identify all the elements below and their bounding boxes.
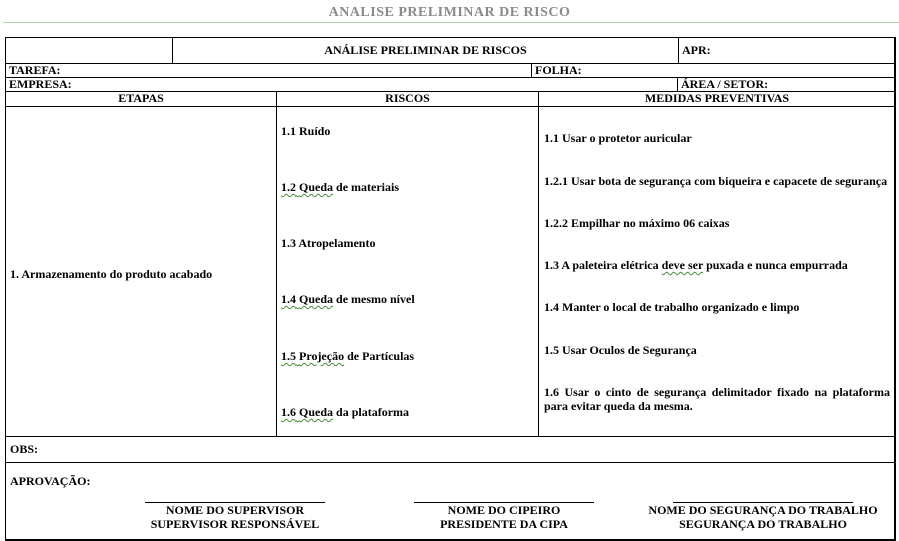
medida-item: 1.2.2 Empilhar no máximo 06 caixas	[544, 216, 730, 230]
seguranca-role: SEGURANÇA DO TRABALHO	[679, 517, 847, 531]
medida-text: 1.3 A paleteira elétrica	[544, 258, 659, 272]
area-cell	[677, 77, 896, 92]
medida-item: 1.5 Usar Oculos de Segurança	[544, 343, 697, 357]
risco-item	[281, 124, 330, 138]
medida-item: 1.6 Usar o cinto de segurança delimitador fixado na plataforma para evitar queda da mesma.	[544, 385, 890, 413]
obs-cell	[5, 436, 896, 463]
risco-item	[281, 405, 409, 419]
folha-label: FOLHA:	[535, 63, 582, 77]
cipeiro-name: NOME DO CIPEIRO	[447, 503, 561, 517]
etapas-header	[5, 91, 277, 107]
riscos-cell	[276, 106, 539, 437]
risco-text: de mesmo nível	[336, 292, 415, 306]
aprovacao-label: APROVAÇÃO:	[10, 474, 91, 488]
medida-item: 1.4 Manter o local de trabalho organizado e limpo	[544, 300, 800, 314]
apr-label: APR:	[682, 43, 711, 57]
title-rule	[3, 22, 899, 23]
tarefa-cell	[5, 63, 532, 78]
etapa-text: 1. Armazenamento do produto acabado	[10, 267, 213, 281]
risco-item	[281, 236, 375, 250]
empresa-label: EMPRESA:	[9, 77, 72, 91]
risco-text: Ruído	[299, 124, 331, 138]
risco-text: Atropelamento	[298, 236, 376, 250]
empresa-cell	[5, 77, 678, 92]
risco-num: 1.6 Queda	[281, 405, 334, 419]
etapas-cell	[5, 106, 277, 437]
risco-item	[281, 180, 399, 194]
form-title-cell	[172, 37, 679, 64]
aprovacao-cell	[5, 462, 896, 541]
seguranca-name: NOME DO SEGURANÇA DO TRABALHO	[648, 503, 878, 517]
folha-cell	[531, 63, 896, 78]
risco-text: de Partículas	[347, 349, 415, 363]
obs-label: OBS:	[10, 442, 39, 456]
form-title: ANÁLISE PRELIMINAR DE RISCOS	[324, 43, 527, 57]
supervisor-role: SUPERVISOR RESPONSÁVEL	[150, 517, 320, 531]
tarefa-label: TAREFA:	[9, 63, 61, 77]
apr-form	[5, 37, 895, 540]
riscos-header	[276, 91, 539, 107]
document-title: ANALISE PRELIMINAR DE RISCO	[328, 5, 571, 20]
risco-text: da plataforma	[336, 405, 410, 419]
medida-text: deve ser	[661, 258, 704, 272]
risco-num: 1.2 Queda	[281, 180, 334, 194]
logo-cell	[5, 37, 173, 64]
medida-item: 1.2.1 Usar bota de segurança com biqueira e capacete de segurança	[544, 174, 888, 188]
risco-item	[281, 292, 415, 306]
medida-item: 1.1 Usar o protetor auricular	[544, 131, 692, 145]
medida-text: puxada e nunca empurrada	[706, 258, 848, 272]
medidas-cell	[538, 106, 896, 437]
risco-num: 1.4 Queda	[281, 292, 334, 306]
etapas-header-label: ETAPAS	[118, 91, 164, 105]
apr-cell	[678, 37, 896, 64]
risco-text: de materiais	[336, 180, 399, 194]
risco-num: 1.5 Projeção	[281, 349, 345, 363]
risco-item	[281, 349, 414, 363]
risco-num: 1.3	[281, 236, 296, 250]
area-label: ÁREA / SETOR:	[681, 77, 769, 91]
medidas-header	[538, 91, 896, 107]
medidas-header-label: MEDIDAS PREVENTIVAS	[644, 91, 790, 105]
medida-item	[544, 258, 848, 272]
risco-num: 1.1	[281, 124, 296, 138]
cipeiro-role: PRESIDENTE DA CIPA	[440, 517, 568, 531]
supervisor-name: NOME DO SUPERVISOR	[165, 503, 305, 517]
riscos-header-label: RISCOS	[385, 91, 430, 105]
